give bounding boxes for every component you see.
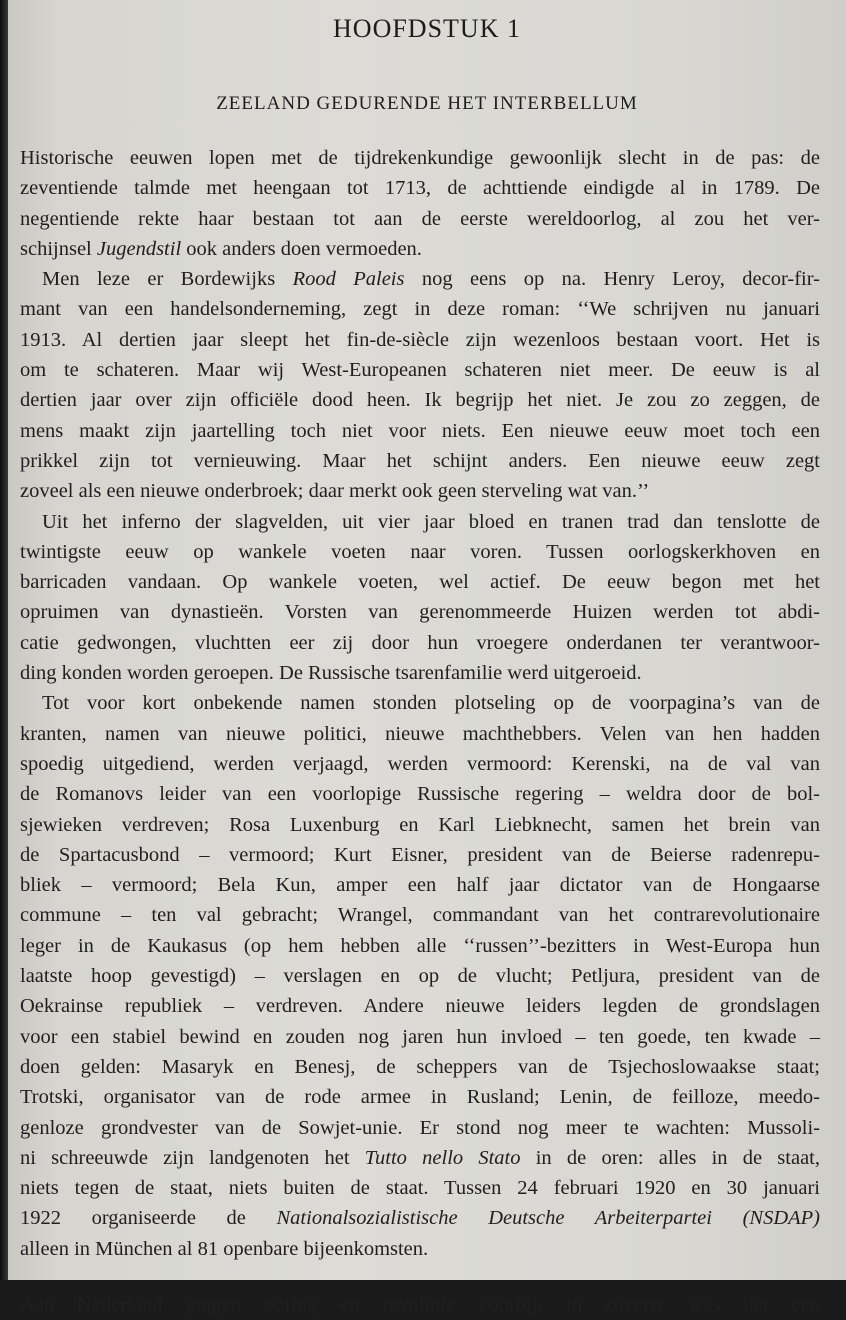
text-line: dertien jaar over zijn officiële dood heen. Ik begrijp het niet. Je zou zo zeggen, de (20, 389, 820, 412)
text-line: voor een stabiel bewind en zouden nog jaren hun invloed – ten goede, ten kwade – (20, 1025, 820, 1048)
text-line: spoedig uitgediend, werden verjaagd, werden vermoord: Kerenski, na de val van (20, 752, 820, 775)
text-line: alleen in München al 81 openbare bijeenkomsten. (20, 1237, 429, 1260)
book-page (8, 0, 846, 1316)
text-line: laatste hoop gevestigd) – verslagen en op de vlucht; Petljura, president van de (20, 965, 820, 988)
text-line: Aan Nederland gingen oorlog en revolutie voorbij; in zoverre was het een (20, 1293, 820, 1316)
book-gutter (0, 0, 8, 1280)
text-line: mens maakt zijn jaartelling toch niet voor niets. Een nieuwe eeuw moet toch een (20, 419, 820, 442)
text-line: Men leze er Bordewijks Rood Paleis nog eens op na. Henry Leroy, decor-fir- (42, 268, 820, 291)
text-line: zeventiende talmde met heengaan tot 1713, de achttiende eindigde al in 1789. De (20, 177, 820, 200)
text-line: bliek – vermoord; Bela Kun, amper een half jaar dictator van de Hongaarse (20, 874, 820, 897)
section-title: ZEELAND GEDURENDE HET INTERBELLUM (216, 93, 638, 114)
body-text (20, 143, 820, 1320)
text-line: Oekrainse republiek – verdreven. Andere nieuwe leiders legden de grondslagen (20, 995, 820, 1018)
text-line: Uit het inferno der slagvelden, uit vier jaar bloed en tranen trad dan tenslotte de (42, 510, 820, 533)
chapter-title: HOOFDSTUK 1 (333, 14, 521, 43)
text-line: kranten, namen van nieuwe politici, nieuwe machthebbers. Velen van hen hadden (20, 722, 820, 745)
text-line: genloze grondvester van de Sowjet-unie. Er stond nog meer te wachten: Mussoli- (20, 1116, 820, 1139)
text-line: ni schreeuwde zijn landgenoten het Tutto nello Stato in de oren: alles in de staat, (20, 1146, 820, 1169)
text-line: doen gelden: Masaryk en Benesj, de scheppers van de Tsjechoslowaakse staat; (20, 1055, 820, 1078)
text-line: barricaden vandaan. Op wankele voeten, wel actief. De eeuw begon met het (20, 571, 820, 594)
text-line: Trotski, organisator van de rode armee in Rusland; Lenin, de feilloze, meedo- (20, 1086, 820, 1109)
text-line: prikkel zijn tot vernieuwing. Maar het schijnt anders. Een nieuwe eeuw zegt (20, 449, 820, 472)
text-line: twintigste eeuw op wankele voeten naar voren. Tussen oorlogskerkhoven en (20, 540, 820, 563)
text-line: Tot voor kort onbekende namen stonden plotseling op de voorpagina’s van de (42, 692, 820, 715)
text-line: de Romanovs leider van een voorlopige Russische regering – weldra door de bol- (20, 783, 820, 806)
text-line: ding konden worden geroepen. De Russische tsarenfamilie werd uitgeroeid. (20, 662, 642, 685)
text-line: zoveel als een nieuwe onderbroek; daar merkt ook geen sterveling wat van.’’ (20, 480, 650, 503)
text-line: sjewieken verdreven; Rosa Luxenburg en Karl Liebknecht, samen het brein van (20, 813, 820, 836)
text-line: mant van een handelsonderneming, zegt in deze roman: ‘‘We schrijven nu januari (20, 298, 820, 321)
text-line: commune – ten val gebracht; Wrangel, commandant van het contrarevolutionaire (20, 904, 820, 927)
text-line: 1922 organiseerde de Nationalsozialistische Deutsche Arbeiterpartei (NSDAP) (20, 1207, 820, 1230)
text-line: de Spartacusbond – vermoord; Kurt Eisner, president van de Beierse radenrepu- (20, 843, 820, 866)
text-line: niets tegen de staat, niets buiten de staat. Tussen 24 februari 1920 en 30 januari (20, 1177, 820, 1200)
text-line: negentiende rekte haar bestaan tot aan de eerste wereldoorlog, al zou het ver- (20, 207, 820, 230)
text-line: Historische eeuwen lopen met de tijdrekenkundige gewoonlijk slecht in de pas: de (20, 147, 820, 169)
text-line: opruimen van dynastieën. Vorsten van gerenommeerde Huizen werden tot abdi- (20, 601, 820, 624)
text-line: catie gedwongen, vluchtten eer zij door hun vroegere onderdanen ter verantwoor- (20, 631, 820, 654)
text-line: leger in de Kaukasus (op hem hebben alle ‘‘russen’’-bezitters in West-Europa hun (20, 934, 820, 957)
text-line: 1913. Al dertien jaar sleept het fin-de-siècle zijn wezenloos bestaan voort. Het is (20, 328, 820, 351)
text-line: om te schateren. Maar wij West-Europeanen schateren niet meer. De eeuw is al (20, 359, 820, 382)
paragraph-gap (20, 1264, 820, 1290)
text-line: schijnsel Jugendstil ook anders doen vermoeden. (20, 237, 422, 260)
